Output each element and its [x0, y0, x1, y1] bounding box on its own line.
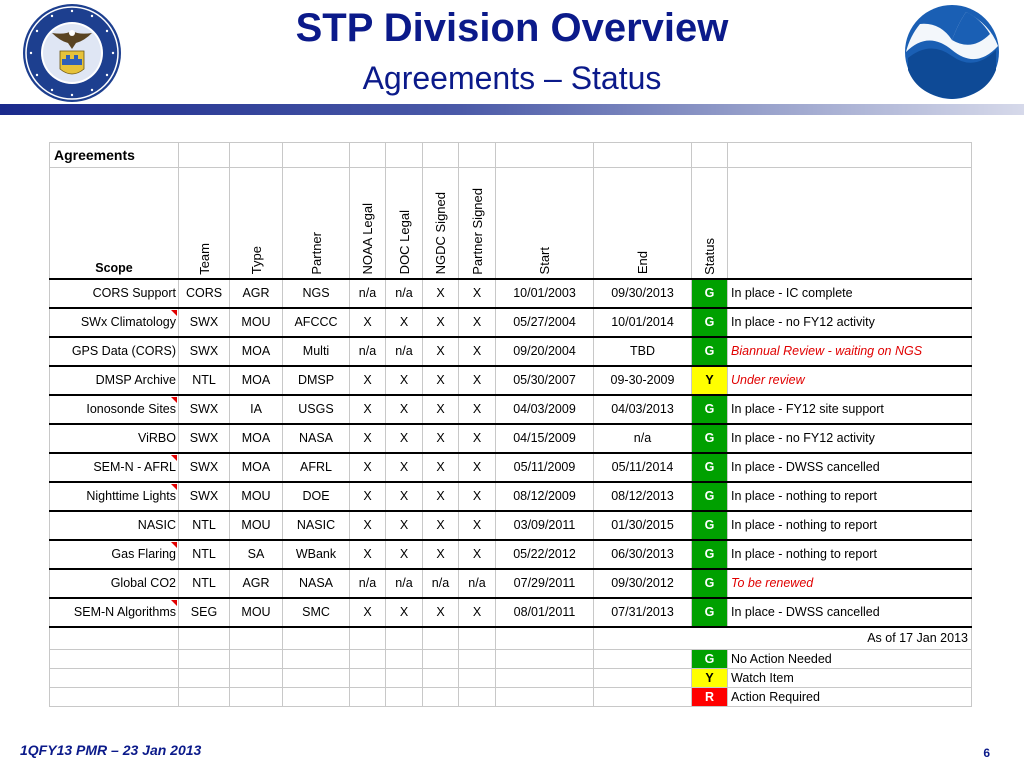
cell-partner-signed: X — [459, 308, 496, 337]
legend-row — [50, 669, 972, 688]
cell-end: 09-30-2009 — [594, 366, 692, 395]
cell-ngdc-signed: X — [423, 453, 459, 482]
cell-ngdc-signed: X — [423, 482, 459, 511]
cell-end: 08/12/2013 — [594, 482, 692, 511]
cell-start: 07/29/2011 — [496, 569, 594, 598]
cell-team: NTL — [179, 540, 230, 569]
legend-status-badge: R — [692, 688, 728, 707]
cell-start: 09/20/2004 — [496, 337, 594, 366]
cell-type: MOU — [230, 482, 283, 511]
cell-status-note: In place - no FY12 activity — [728, 308, 972, 337]
cell-doc-legal: X — [386, 366, 423, 395]
legend-status-badge: G — [692, 650, 728, 669]
cell-team: CORS — [179, 279, 230, 308]
cell-scope: Ionosonde Sites — [50, 395, 179, 424]
cell-partner-signed: X — [459, 279, 496, 308]
legend-label: Action Required — [728, 688, 972, 707]
cell-team: NTL — [179, 511, 230, 540]
column-header-team: Team — [179, 168, 230, 279]
cell-ngdc-signed: X — [423, 511, 459, 540]
cell-partner-signed: X — [459, 598, 496, 627]
status-badge: G — [692, 569, 728, 598]
table-row — [50, 395, 972, 424]
status-badge: G — [692, 453, 728, 482]
cell-partner: NASA — [283, 424, 350, 453]
table-row — [50, 424, 972, 453]
cell-partner-signed: X — [459, 540, 496, 569]
cell-type: AGR — [230, 279, 283, 308]
table-row — [50, 511, 972, 540]
comment-marker-icon — [171, 397, 177, 403]
cell-noaa-legal: n/a — [350, 569, 386, 598]
cell-end: 01/30/2015 — [594, 511, 692, 540]
footer-meeting-label: 1QFY13 PMR – 23 Jan 2013 — [20, 742, 202, 758]
column-header-noaa-legal: NOAA Legal — [350, 168, 386, 279]
cell-partner: USGS — [283, 395, 350, 424]
cell-end: TBD — [594, 337, 692, 366]
cell-status-note: Under review — [728, 366, 972, 395]
cell-type: SA — [230, 540, 283, 569]
cell-status-note: In place - nothing to report — [728, 540, 972, 569]
cell-ngdc-signed: X — [423, 424, 459, 453]
page-title: STP Division Overview — [295, 6, 729, 50]
cell-partner-signed: X — [459, 511, 496, 540]
status-badge: G — [692, 598, 728, 627]
cell-team: SWX — [179, 424, 230, 453]
table-row — [50, 366, 972, 395]
column-header-partner-signed: Partner Signed — [459, 168, 496, 279]
cell-type: MOA — [230, 337, 283, 366]
cell-type: IA — [230, 395, 283, 424]
header-divider — [0, 104, 1024, 115]
cell-partner-signed: X — [459, 424, 496, 453]
cell-team: NTL — [179, 569, 230, 598]
status-badge: G — [692, 279, 728, 308]
column-header-start: Start — [496, 168, 594, 279]
cell-scope: GPS Data (CORS) — [50, 337, 179, 366]
cell-ngdc-signed: X — [423, 366, 459, 395]
cell-noaa-legal: X — [350, 424, 386, 453]
cell-ngdc-signed: X — [423, 540, 459, 569]
cell-scope: SWx Climatology — [50, 308, 179, 337]
agreements-table — [49, 142, 972, 707]
page-number: 6 — [983, 746, 990, 760]
cell-status-note: In place - IC complete — [728, 279, 972, 308]
column-header-end: End — [594, 168, 692, 279]
commerce-seal-logo — [22, 3, 122, 103]
cell-team: SWX — [179, 453, 230, 482]
cell-ngdc-signed: n/a — [423, 569, 459, 598]
cell-end: 09/30/2012 — [594, 569, 692, 598]
cell-status-note: In place - FY12 site support — [728, 395, 972, 424]
cell-noaa-legal: X — [350, 540, 386, 569]
table-row — [50, 540, 972, 569]
cell-noaa-legal: X — [350, 308, 386, 337]
table-row — [50, 569, 972, 598]
cell-team: SWX — [179, 308, 230, 337]
cell-start: 08/12/2009 — [496, 482, 594, 511]
cell-start: 04/15/2009 — [496, 424, 594, 453]
status-badge: G — [692, 337, 728, 366]
column-header-scope: Scope — [50, 168, 179, 279]
cell-team: SWX — [179, 395, 230, 424]
column-header-partner: Partner — [283, 168, 350, 279]
cell-start: 04/03/2009 — [496, 395, 594, 424]
cell-noaa-legal: X — [350, 395, 386, 424]
cell-ngdc-signed: X — [423, 395, 459, 424]
comment-marker-icon — [171, 542, 177, 548]
cell-noaa-legal: X — [350, 482, 386, 511]
cell-noaa-legal: X — [350, 511, 386, 540]
cell-doc-legal: X — [386, 395, 423, 424]
cell-type: MOU — [230, 511, 283, 540]
cell-scope: Nighttime Lights — [50, 482, 179, 511]
cell-noaa-legal: X — [350, 453, 386, 482]
cell-team: NTL — [179, 366, 230, 395]
table-row — [50, 453, 972, 482]
column-header-ngdc-signed: NGDC Signed — [423, 168, 459, 279]
cell-scope: DMSP Archive — [50, 366, 179, 395]
cell-noaa-legal: X — [350, 598, 386, 627]
table-row — [50, 279, 972, 308]
table-row — [50, 482, 972, 511]
table-row — [50, 308, 972, 337]
cell-ngdc-signed: X — [423, 598, 459, 627]
cell-end: 05/11/2014 — [594, 453, 692, 482]
cell-type: MOA — [230, 366, 283, 395]
status-badge: G — [692, 482, 728, 511]
cell-scope: NASIC — [50, 511, 179, 540]
cell-partner-signed: X — [459, 366, 496, 395]
cell-type: MOU — [230, 598, 283, 627]
agreements-table-container — [49, 142, 972, 707]
table-row — [50, 598, 972, 627]
comment-marker-icon — [171, 310, 177, 316]
noaa-logo — [900, 0, 1004, 104]
legend-label: No Action Needed — [728, 650, 972, 669]
cell-start: 05/27/2004 — [496, 308, 594, 337]
column-header-type: Type — [230, 168, 283, 279]
legend-status-badge: Y — [692, 669, 728, 688]
cell-status-note: In place - nothing to report — [728, 482, 972, 511]
cell-end: 10/01/2014 — [594, 308, 692, 337]
cell-partner-signed: X — [459, 395, 496, 424]
table-row — [50, 337, 972, 366]
cell-partner-signed: n/a — [459, 569, 496, 598]
cell-start: 03/09/2011 — [496, 511, 594, 540]
status-badge: G — [692, 540, 728, 569]
cell-scope: ViRBO — [50, 424, 179, 453]
cell-doc-legal: X — [386, 308, 423, 337]
cell-doc-legal: X — [386, 424, 423, 453]
cell-team: SWX — [179, 482, 230, 511]
cell-start: 08/01/2011 — [496, 598, 594, 627]
cell-noaa-legal: n/a — [350, 337, 386, 366]
cell-noaa-legal: X — [350, 366, 386, 395]
cell-doc-legal: X — [386, 482, 423, 511]
cell-status-note: In place - no FY12 activity — [728, 424, 972, 453]
cell-partner: DOE — [283, 482, 350, 511]
cell-partner: AFCCC — [283, 308, 350, 337]
as-of-date: As of 17 Jan 2013 — [594, 627, 972, 650]
cell-doc-legal: X — [386, 511, 423, 540]
cell-partner-signed: X — [459, 453, 496, 482]
legend-row — [50, 650, 972, 669]
legend-row — [50, 688, 972, 707]
cell-status-note: In place - nothing to report — [728, 511, 972, 540]
cell-start: 05/22/2012 — [496, 540, 594, 569]
comment-marker-icon — [171, 600, 177, 606]
legend-label: Watch Item — [728, 669, 972, 688]
cell-doc-legal: X — [386, 540, 423, 569]
cell-ngdc-signed: X — [423, 308, 459, 337]
cell-end: 06/30/2013 — [594, 540, 692, 569]
cell-partner-signed: X — [459, 482, 496, 511]
cell-partner: DMSP — [283, 366, 350, 395]
cell-end: n/a — [594, 424, 692, 453]
cell-end: 04/03/2013 — [594, 395, 692, 424]
cell-team: SEG — [179, 598, 230, 627]
cell-scope: SEM-N - AFRL — [50, 453, 179, 482]
cell-scope: Global CO2 — [50, 569, 179, 598]
cell-start: 05/30/2007 — [496, 366, 594, 395]
cell-start: 05/11/2009 — [496, 453, 594, 482]
cell-doc-legal: n/a — [386, 337, 423, 366]
status-badge: G — [692, 424, 728, 453]
cell-doc-legal: X — [386, 598, 423, 627]
agreements-section-label: Agreements — [50, 143, 179, 168]
cell-scope: Gas Flaring — [50, 540, 179, 569]
comment-marker-icon — [171, 455, 177, 461]
cell-partner: SMC — [283, 598, 350, 627]
cell-doc-legal: X — [386, 453, 423, 482]
cell-status-note: In place - DWSS cancelled — [728, 453, 972, 482]
cell-start: 10/01/2003 — [496, 279, 594, 308]
cell-end: 09/30/2013 — [594, 279, 692, 308]
cell-partner-signed: X — [459, 337, 496, 366]
cell-ngdc-signed: X — [423, 337, 459, 366]
cell-status-note: To be renewed — [728, 569, 972, 598]
status-badge: Y — [692, 366, 728, 395]
cell-status-note: Biannual Review - waiting on NGS — [728, 337, 972, 366]
status-badge: G — [692, 308, 728, 337]
cell-type: MOA — [230, 424, 283, 453]
cell-partner: NASIC — [283, 511, 350, 540]
column-header-doc-legal: DOC Legal — [386, 168, 423, 279]
page-subtitle: Agreements – Status — [362, 60, 662, 96]
cell-end: 07/31/2013 — [594, 598, 692, 627]
status-badge: G — [692, 511, 728, 540]
cell-partner: NASA — [283, 569, 350, 598]
cell-scope: SEM-N Algorithms — [50, 598, 179, 627]
column-header-status: Status — [692, 168, 728, 279]
cell-partner: WBank — [283, 540, 350, 569]
cell-status-note: In place - DWSS cancelled — [728, 598, 972, 627]
cell-partner: NGS — [283, 279, 350, 308]
cell-doc-legal: n/a — [386, 279, 423, 308]
cell-doc-legal: n/a — [386, 569, 423, 598]
comment-marker-icon — [171, 484, 177, 490]
cell-ngdc-signed: X — [423, 279, 459, 308]
cell-partner: AFRL — [283, 453, 350, 482]
cell-noaa-legal: n/a — [350, 279, 386, 308]
cell-partner: Multi — [283, 337, 350, 366]
cell-type: MOU — [230, 308, 283, 337]
cell-type: AGR — [230, 569, 283, 598]
status-badge: G — [692, 395, 728, 424]
cell-scope: CORS Support — [50, 279, 179, 308]
cell-team: SWX — [179, 337, 230, 366]
cell-type: MOA — [230, 453, 283, 482]
